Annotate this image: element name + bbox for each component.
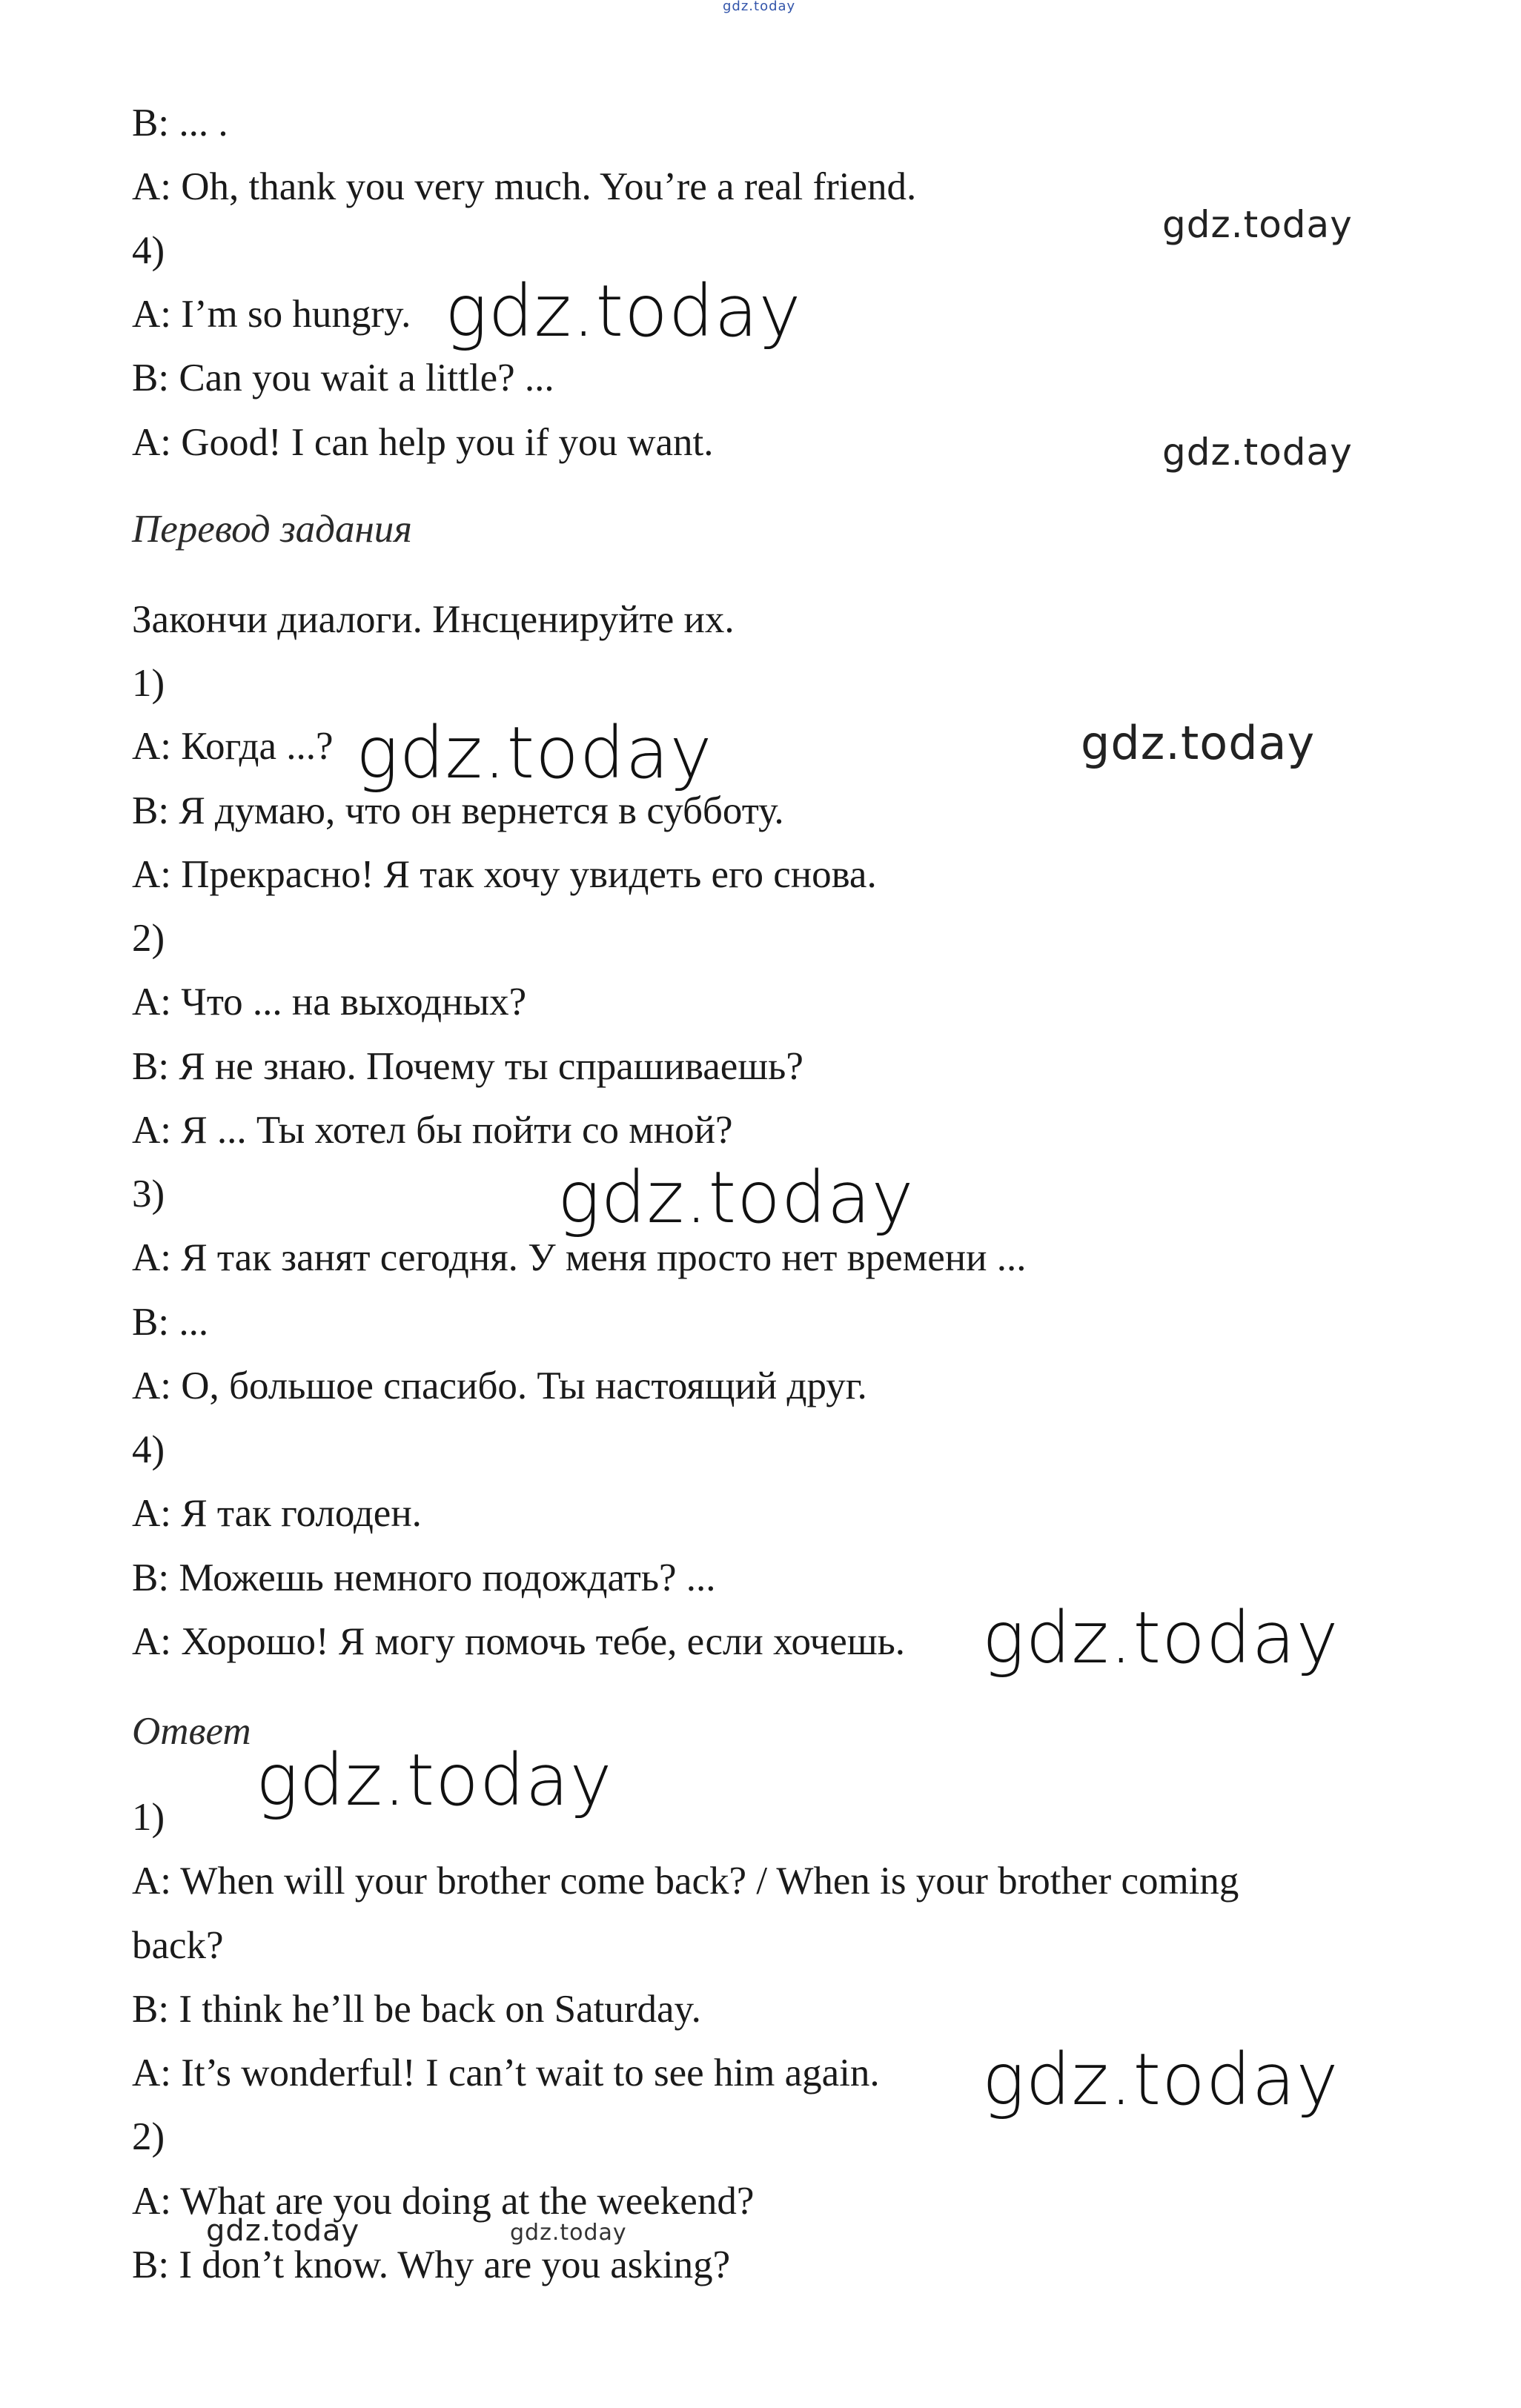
translation-dialogue-3-a2: А: О, большое спасибо. Ты настоящий друг. bbox=[132, 1364, 867, 1407]
translation-dialogue-3-a1: А: Я так занят сегодня. У меня просто нет времени ... bbox=[132, 1236, 1027, 1279]
translation-dialogue-2-number: 2) bbox=[132, 917, 165, 960]
dialogue-4-b-line: B: Can you wait a little? ... bbox=[132, 356, 554, 399]
watermark: gdz.today bbox=[445, 270, 802, 353]
translation-dialogue-3-number: 3) bbox=[132, 1173, 165, 1215]
translation-dialogue-1-a1: А: Когда ...? bbox=[132, 725, 334, 768]
translation-dialogue-1-a2: А: Прекрасно! Я так хочу увидеть его снова. bbox=[132, 853, 877, 896]
answer-dialogue-1-a1-line1: A: When will your brother come back? / When is your brother coming bbox=[132, 1860, 1239, 1903]
watermark: gdz.today bbox=[206, 2214, 360, 2248]
watermark: gdz.today bbox=[982, 1596, 1339, 1679]
translation-dialogue-1-number: 1) bbox=[132, 662, 165, 705]
translation-dialogue-3-b: В: ... bbox=[132, 1301, 209, 1344]
dialogue-4-number: 4) bbox=[132, 229, 165, 272]
answer-dialogue-1-b: B: I think he’ll be back on Saturday. bbox=[132, 1988, 701, 2031]
dialogue-4-a2-line: A: Good! I can help you if you want. bbox=[132, 421, 714, 464]
answer-dialogue-2-number: 2) bbox=[132, 2115, 165, 2158]
translation-dialogue-4-a2: А: Хорошо! Я могу помочь тебе, если хочешь. bbox=[132, 1620, 906, 1663]
watermark: gdz.today bbox=[982, 2038, 1339, 2121]
translation-instruction: Закончи диалоги. Инсценируйте их. bbox=[132, 598, 735, 641]
watermark: gdz.today bbox=[1162, 203, 1353, 246]
watermark-top: gdz.today bbox=[723, 0, 796, 14]
answer-dialogue-2-b: B: I don’t know. Why are you asking? bbox=[132, 2243, 731, 2286]
translation-dialogue-2-a2: А: Я ... Ты хотел бы пойти со мной? bbox=[132, 1109, 733, 1152]
watermark: gdz.today bbox=[1162, 431, 1353, 474]
answer-dialogue-1-number: 1) bbox=[132, 1796, 165, 1839]
translation-heading: Перевод задания bbox=[132, 508, 412, 551]
dialogue-3-b-line: B: ... . bbox=[132, 102, 228, 145]
answer-dialogue-2-a1: A: What are you doing at the weekend? bbox=[132, 2180, 755, 2223]
translation-dialogue-4-b: В: Можешь немного подождать? ... bbox=[132, 1556, 716, 1599]
watermark: gdz.today bbox=[557, 1156, 915, 1239]
translation-dialogue-2-a1: А: Что ... на выходных? bbox=[132, 981, 527, 1024]
watermark: gdz.today bbox=[510, 2220, 627, 2246]
dialogue-3-a2-line: A: Oh, thank you very much. You’re a real friend. bbox=[132, 165, 917, 208]
answer-dialogue-1-a1-line2: back? bbox=[132, 1924, 224, 1967]
translation-dialogue-4-number: 4) bbox=[132, 1428, 165, 1471]
watermark: gdz.today bbox=[1081, 716, 1316, 770]
answer-heading: Ответ bbox=[132, 1710, 251, 1753]
translation-dialogue-4-a1: А: Я так голоден. bbox=[132, 1492, 422, 1535]
translation-dialogue-2-b: В: Я не знаю. Почему ты спрашиваешь? bbox=[132, 1045, 803, 1088]
watermark: gdz.today bbox=[256, 1739, 613, 1822]
watermark: gdz.today bbox=[356, 712, 713, 795]
translation-dialogue-1-b: В: Я думаю, что он вернется в субботу. bbox=[132, 789, 784, 832]
answer-dialogue-1-a2: A: It’s wonderful! I can’t wait to see him again. bbox=[132, 2052, 880, 2094]
dialogue-4-a1-line: A: I’m so hungry. bbox=[132, 293, 411, 336]
